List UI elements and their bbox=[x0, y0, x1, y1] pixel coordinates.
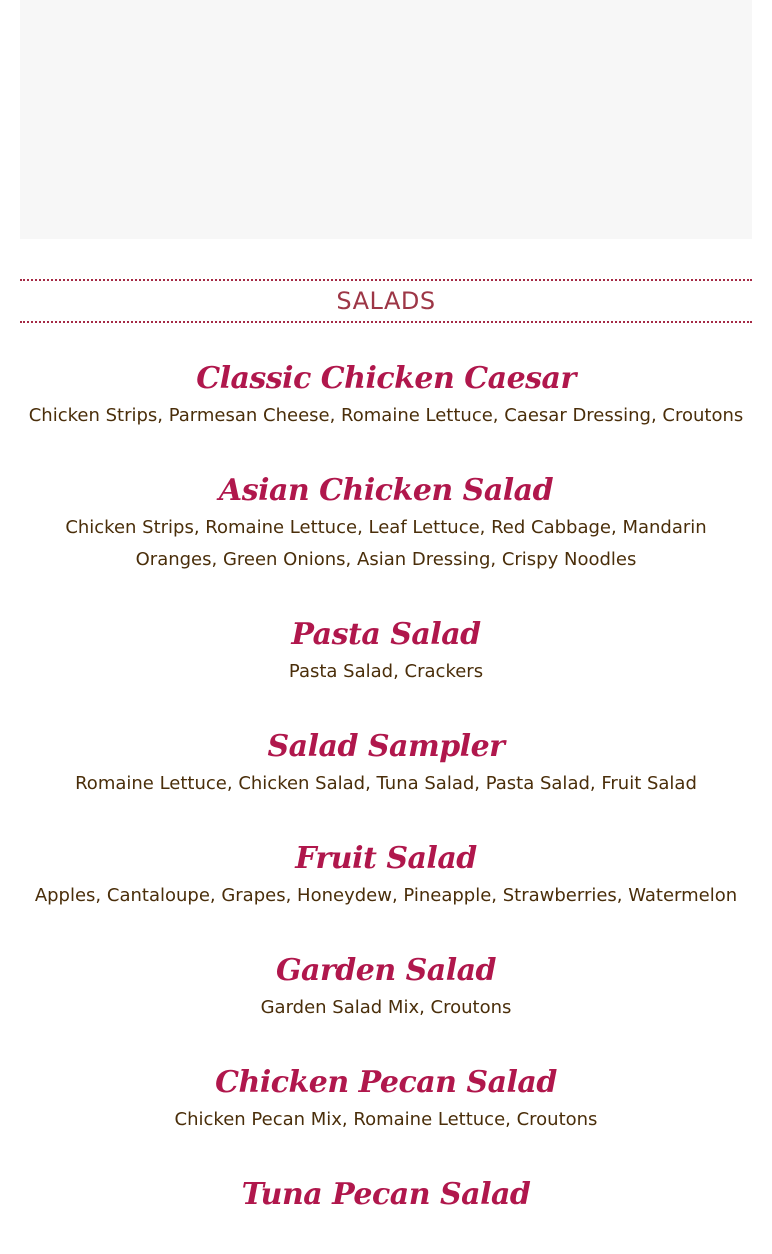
menu-item bbox=[20, 470, 752, 576]
menu-item-description: Chicken Strips, Parmesan Cheese, Romaine Lettuce, Caesar Dressing, Croutons bbox=[28, 405, 744, 426]
menu-item bbox=[20, 838, 752, 912]
menu-item bbox=[20, 1062, 752, 1136]
menu-item-description: Romaine Lettuce, Chicken Salad, Tuna Salad, Pasta Salad, Fruit Salad bbox=[75, 773, 697, 794]
menu-item bbox=[20, 614, 752, 688]
menu-item-name: Garden Salad bbox=[275, 953, 497, 988]
hero-image bbox=[20, 0, 752, 239]
menu-item-description: Pasta Salad, Crackers bbox=[288, 661, 484, 682]
menu-item-name: Tuna Pecan Salad bbox=[241, 1177, 531, 1212]
menu-item bbox=[20, 726, 752, 800]
menu-item-description: Apples, Cantaloupe, Grapes, Honeydew, Pineapple, Strawberries, Watermelon bbox=[34, 885, 738, 906]
menu-list bbox=[20, 358, 752, 1254]
menu-item-description: Chicken Strips, Romaine Lettuce, Leaf Lettuce, Red Cabbage, Mandarin Oranges, Green Onions, Asian Dressing, Crispy Noodles bbox=[65, 517, 707, 570]
menu-item-name: Salad Sampler bbox=[267, 729, 505, 764]
menu-item bbox=[20, 1174, 752, 1216]
menu-item bbox=[20, 950, 752, 1024]
menu-item bbox=[20, 358, 752, 432]
menu-item-name: Fruit Salad bbox=[295, 841, 477, 876]
menu-item-description: Chicken Pecan Mix, Romaine Lettuce, Croutons bbox=[174, 1109, 598, 1130]
menu-item-description: Garden Salad Mix, Croutons bbox=[260, 997, 512, 1018]
section-title: SALADS bbox=[336, 287, 436, 315]
menu-item-name: Asian Chicken Salad bbox=[218, 473, 554, 508]
section-header bbox=[20, 279, 752, 323]
menu-item-name: Chicken Pecan Salad bbox=[215, 1065, 557, 1100]
menu-item-name: Pasta Salad bbox=[291, 617, 481, 652]
menu-item-name: Classic Chicken Caesar bbox=[196, 361, 576, 396]
